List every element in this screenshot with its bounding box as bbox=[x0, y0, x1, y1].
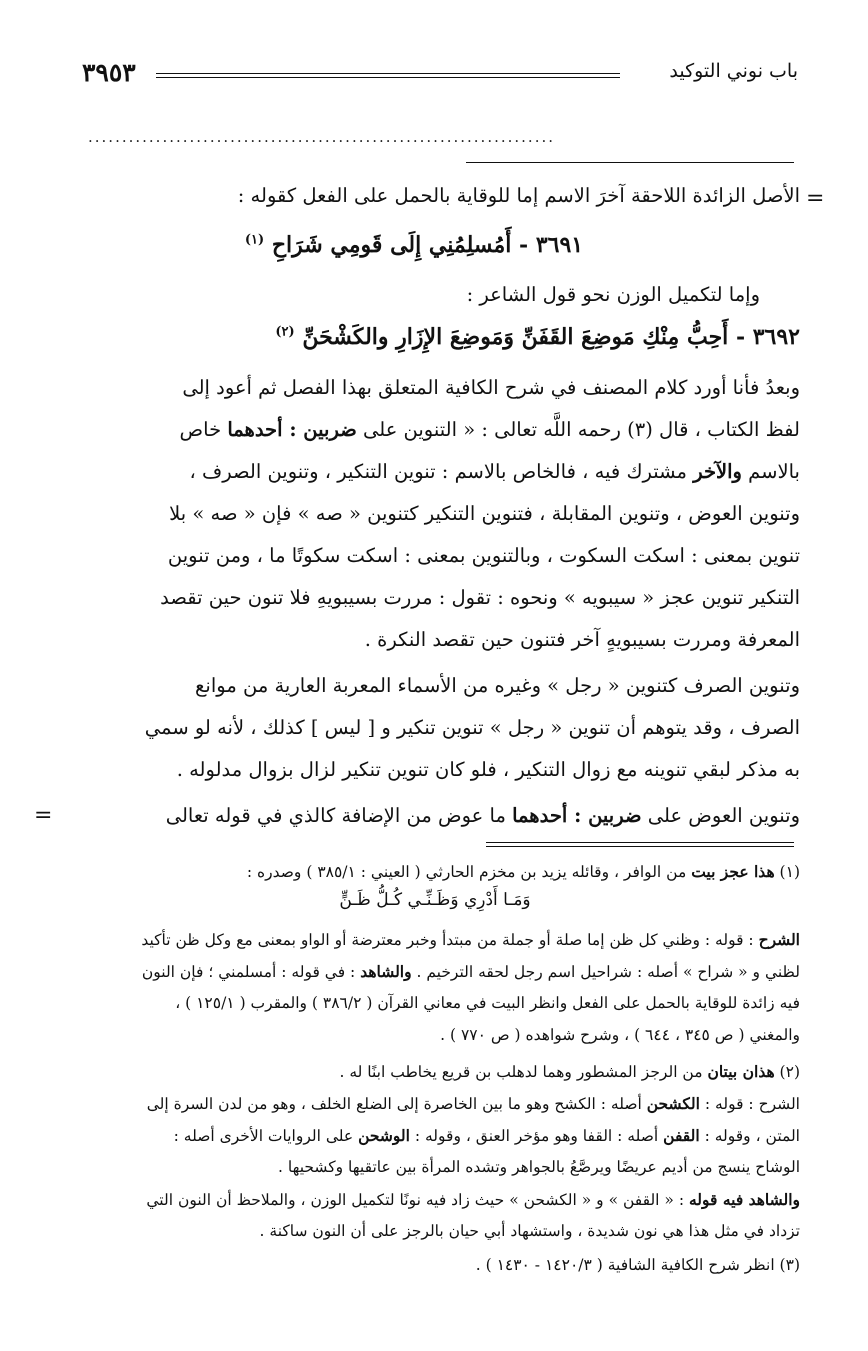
footnote-line: والشاهد فيه قوله : « القفن » و « الكشحن » حيث زاد فيه نونًا لتكميل الوزن ، والملاحظ أن النون التي bbox=[146, 1190, 800, 1209]
text-line: وبعدُ فأنا أورد كلام المصنف في شرح الكافية المتعلق بهذا الفصل ثم أعود إلى bbox=[182, 376, 800, 399]
text-line: وتنوين العوض على ضربين : أحدهما ما عوض من الإضافة كالذي في قوله تعالى bbox=[165, 804, 800, 827]
text-line: بالاسم والآخر مشترك فيه ، فالخاص بالاسم : تنوين التنكير ، وتنوين الصرف ، bbox=[189, 460, 800, 483]
text-line: لفظ الكتاب ، قال (٣) رحمه اللَّه تعالى : « التنوين على ضربين : أحدهما خاص bbox=[179, 418, 800, 441]
continuation-mark-bottom: = bbox=[34, 803, 53, 828]
footnote-line: لظني و « شراح » أصله : شراحيل اسم رجل لحقه الترخيم . والشاهد : في قوله : أمسلمني ؛ فإن النون bbox=[141, 962, 800, 981]
text-line: به مذكر لبقي تنوينه مع زوال التنكير ، فلو كان تنوين تنكير لزال بزوال مدلوله . bbox=[176, 758, 800, 781]
page-header bbox=[82, 58, 798, 98]
footnote-line: فيه زائدة للوقاية بالحمل على الفعل وانظر البيت في معاني القرآن ( ٣٨٦/٢ ) والمقرب ( ١٢٥/١ ) ، bbox=[175, 994, 800, 1012]
footnote-line: (١) هذا عجز بيت من الوافر ، وقائله يزيد بن مخزم الحارثي ( العيني : ٣٨٥/١ ) وصدره : bbox=[246, 862, 800, 881]
text-line: وتنوين العوض ، وتنوين المقابلة ، فتنوين التنكير كتنوين « صه » فإن « صه » بلا bbox=[169, 502, 800, 525]
footnote-rule bbox=[486, 842, 794, 847]
text-line: وإما لتكميل الوزن نحو قول الشاعر : bbox=[466, 283, 760, 306]
page-number: ٣٩٥٣ bbox=[82, 58, 136, 87]
continuation-rule bbox=[466, 162, 794, 163]
text-line: وتنوين الصرف كتنوين « رجل » وغيره من الأسماء المعربة العارية من موانع bbox=[195, 674, 800, 697]
dotted-separator: ..................................................................... bbox=[88, 128, 555, 146]
text-line: تنوين بمعنى : اسكت السكوت ، وبالتنوين بمعنى : اسكت سكوتًا ما ، ومن تنوين bbox=[167, 544, 800, 567]
footnote-line: (٣) انظر شرح الكافية الشافية ( ١٤٢٠/٣ - ١٤٣٠ ) . bbox=[475, 1256, 800, 1274]
text-line: الصرف ، وقد يتوهم أن تنوين « رجل » تنوين تنكير و [ ليس ] كذلك ، لأنه لو سمي bbox=[144, 716, 800, 739]
footnote-line: الشرح : قوله : الكشحن أصله : الكشح وهو ما بين الخاصرة إلى الضلع الخلف ، وهو من لدن السرة إلى bbox=[146, 1094, 800, 1113]
chapter-title: باب نوني التوكيد bbox=[669, 60, 798, 82]
footnote-line: (٢) هذان بيتان من الرجز المشطور وهما لدهلب بن قريع يخاطب ابنًا له . bbox=[339, 1062, 800, 1081]
verse-3691: ٣٦٩١ - أَمُسلِمُنِي إِلَى قَومِي شَرَاحِ $^{(١)}$ bbox=[244, 232, 584, 258]
footnote-line: تزداد في مثل هذا هي نون شديدة ، واستشهاد أبي حيان بالرجز على أن النون ساكنة . bbox=[259, 1222, 800, 1240]
footnote-line: والمغني ( ص ٣٤٥ ، ٦٤٤ ) ، وشرح شواهده ( ص ٧٧٠ ) . bbox=[440, 1026, 800, 1044]
text-line: المعرفة ومررت بسيبويهٍ آخر فتنون حين تقصد النكرة . bbox=[364, 628, 800, 651]
footnote-line: الشرح : قوله : وظني كل ظن إما صلة أو جملة من مبتدأ وخبر معترضة أو الواو بمعنى مع وكل ظن تأكيد bbox=[141, 930, 800, 949]
footnote-line: الوشاح ينسج من أديم عريضًا ويرصَّعُ بالجواهر وتشده المرأة بين عاتقيها وكشحيها . bbox=[278, 1158, 800, 1176]
footnote-verse: وَمَـا أَدْرِي وَظَـنِّـي كُـلُّ ظَـنٍّ bbox=[339, 890, 531, 910]
header-rule bbox=[156, 73, 620, 78]
verse-3692: ٣٦٩٢ - أَحِبُّ مِنْكِ مَوضِعَ القَفَنِّ وَمَوضِعَ الإِزَارِ والكَشْحَنِّ $^{(٢)}$ bbox=[275, 324, 800, 350]
text-line: الأصل الزائدة اللاحقة آخرَ الاسم إما للوقاية بالحمل على الفعل كقوله : bbox=[237, 184, 800, 207]
footnote-line: المتن ، وقوله : القفن أصله : القفا وهو مؤخر العنق ، وقوله : الوشحن على الروايات الأخرى أصله : bbox=[173, 1126, 800, 1145]
text-line: التنكير تنوين عجز « سيبويه » ونحوه : تقول : مررت بسيبويهِ فلا تنون حين تقصد bbox=[160, 586, 800, 609]
continuation-mark-top: = bbox=[806, 186, 825, 211]
